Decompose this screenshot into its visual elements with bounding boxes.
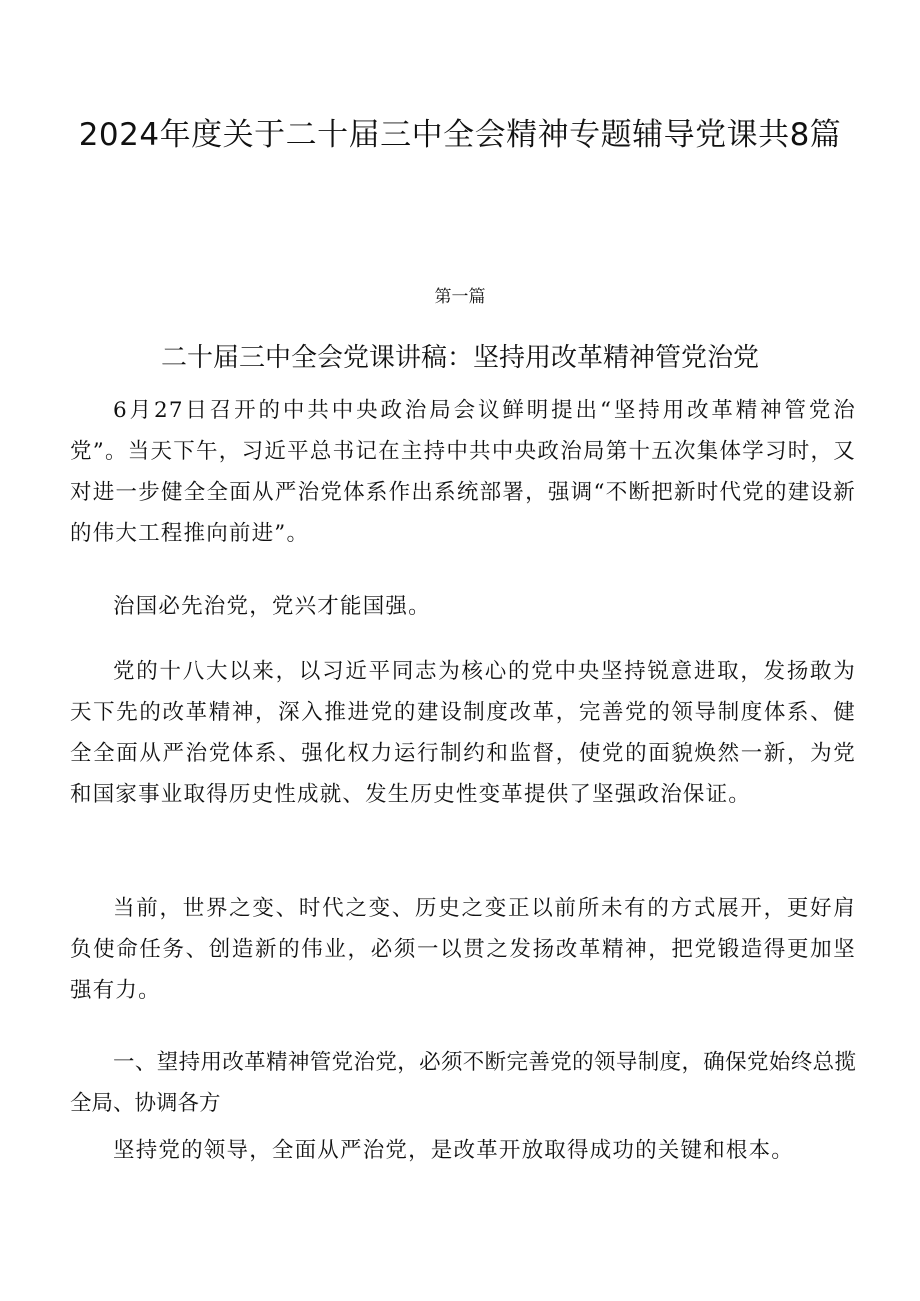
section-label: 第一篇 bbox=[434, 287, 486, 307]
paragraph-3: 党的十八大以来，以习近平同志为核心的党中央坚持锐意进取，发扬敢为天下先的改革精神，深入推进党的建设制度改革，完善党的领导制度体系、健全全面从严治党体系、强化权力运行制约和监督，使党的面貌焕然一新，为党和国家事业取得历史性成就、发生历史性变革提供了坚强政治保证。 bbox=[70, 659, 856, 807]
paragraph-4: 当前，世界之变、时代之变、历史之变正以前所未有的方式展开，更好肩负使命任务、创造新的伟业，必须一以贯之发扬改革精神，把党锻造得更加坚强有力。 bbox=[70, 896, 856, 1003]
article-title: 二十届三中全会党课讲稿：坚持用改革精神管党治党 bbox=[160, 343, 759, 373]
document-title: 2024年度关于二十届三中全会精神专题辅导党课共8篇 bbox=[78, 117, 842, 153]
paragraph-5: 坚持党的领导，全面从严治党，是改革开放取得成功的关键和根本。 bbox=[113, 1138, 795, 1163]
paragraph-2: 治国必先治党，党兴才能国强。 bbox=[113, 594, 431, 619]
section-heading-1: 一、望持用改革精神管党治党，必须不断完善党的领导制度，确保党始终总揽全局、协调各方 bbox=[70, 1050, 856, 1116]
paragraph-1: 6月27日召开的中共中央政治局会议鲜明提出“坚持用改革精神管党治党”。当天下午，习近平总书记在主持中共中央政治局第十五次集体学习时，又对进一步健全全面从严治党体系作出系统部署，强调“不断把新时代党的建设新的伟大工程推向前进”。 bbox=[70, 398, 856, 546]
